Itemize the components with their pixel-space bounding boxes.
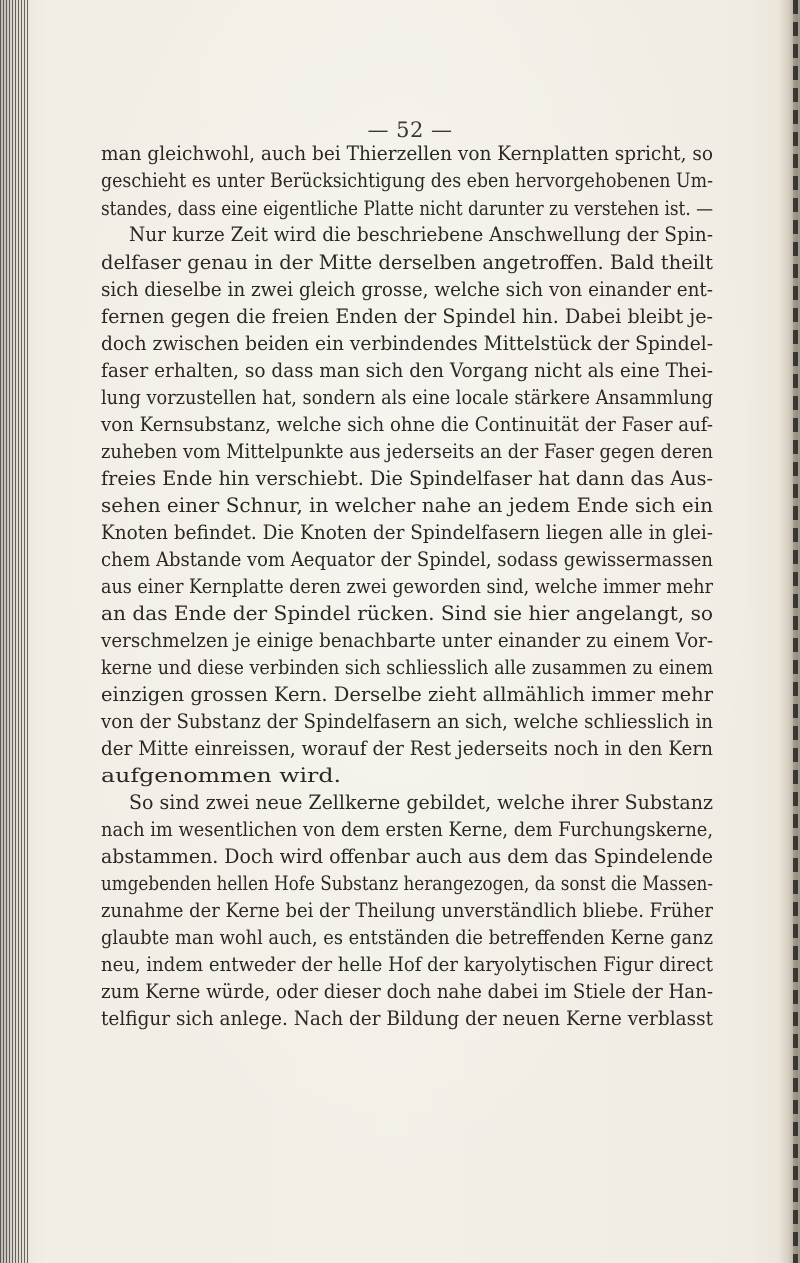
text-line: faser erhalten, so dass man sich den Vorgang nicht als eine Thei-	[101, 358, 713, 382]
text-line: lung vorzustellen hat, sondern als eine locale stärkere Ansammlung	[101, 385, 713, 409]
text-line: standes, dass eine eigentliche Platte nicht darunter zu verstehen ist. —	[101, 196, 713, 220]
text-line: chem Abstande vom Aequator der Spindel, sodass gewissermassen	[101, 547, 713, 571]
text-line: nach im wesentlichen von dem ersten Kerne, dem Furchungskerne,	[101, 817, 713, 841]
text-line: sich dieselbe in zwei gleich grosse, welche sich von einander ent-	[101, 277, 713, 301]
text-line: aufgenommen wird.	[101, 763, 341, 787]
text-line: telfigur sich anlege. Nach der Bildung der neuen Kerne verblasst	[101, 1006, 713, 1030]
text-line: aus einer Kernplatte deren zwei geworden sind, welche immer mehr	[101, 574, 713, 598]
text-line: glaubte man wohl auch, es entständen die betreffenden Kerne ganz	[101, 925, 713, 949]
text-line: Nur kurze Zeit wird die beschriebene Anschwellung der Spin-	[129, 222, 713, 246]
text-line: geschieht es unter Berücksichtigung des eben hervorgehobenen Um-	[101, 168, 713, 192]
text-line: zunahme der Kerne bei der Theilung unverständlich bliebe. Früher	[101, 898, 713, 922]
text-line: umgebenden hellen Hofe Substanz herangezogen, da sonst die Massen-	[101, 871, 713, 895]
text-line: fernen gegen die freien Enden der Spindel hin. Dabei bleibt je-	[101, 304, 713, 328]
text-line: man gleichwohl, auch bei Thierzellen von Kernplatten spricht, so	[101, 141, 713, 165]
text-line: abstammen. Doch wird offenbar auch aus dem das Spindelende	[101, 844, 713, 868]
text-line: zuheben vom Mittelpunkte aus jederseits an der Faser gegen deren	[101, 439, 713, 463]
text-line: So sind zwei neue Zellkerne gebildet, welche ihrer Substanz	[129, 790, 713, 814]
text-line: von Kernsubstanz, welche sich ohne die Continuität der Faser auf-	[101, 412, 713, 436]
text-line: neu, indem entweder der helle Hof der karyolytischen Figur direct	[101, 952, 713, 976]
text-line: doch zwischen beiden ein verbindendes Mittelstück der Spindel-	[101, 331, 713, 355]
text-line: einzigen grossen Kern. Derselbe zieht allmählich immer mehr	[101, 682, 713, 706]
page-number: — 52 —	[367, 118, 453, 142]
text-line: zum Kerne würde, oder dieser doch nahe dabei im Stiele der Han-	[101, 979, 713, 1003]
text-line: freies Ende hin verschiebt. Die Spindelfaser hat dann das Aus-	[101, 466, 713, 490]
text-line: delfaser genau in der Mitte derselben angetroffen. Bald theilt	[101, 250, 713, 274]
text-line: Knoten befindet. Die Knoten der Spindelfasern liegen alle in glei-	[101, 520, 713, 544]
text-line: sehen einer Schnur, in welcher nahe an jedem Ende sich ein	[101, 493, 713, 517]
text-line: verschmelzen je einige benachbarte unter einander zu einem Vor-	[101, 628, 713, 652]
text-line: an das Ende der Spindel rücken. Sind sie hier angelangt, so	[101, 601, 713, 625]
text-line: der Mitte einreissen, worauf der Rest jederseits noch in den Kern	[101, 736, 713, 760]
text-line: von der Substanz der Spindelfasern an sich, welche schliesslich in	[101, 709, 713, 733]
text-line: kerne und diese verbinden sich schliesslich alle zusammen zu einem	[101, 655, 713, 679]
